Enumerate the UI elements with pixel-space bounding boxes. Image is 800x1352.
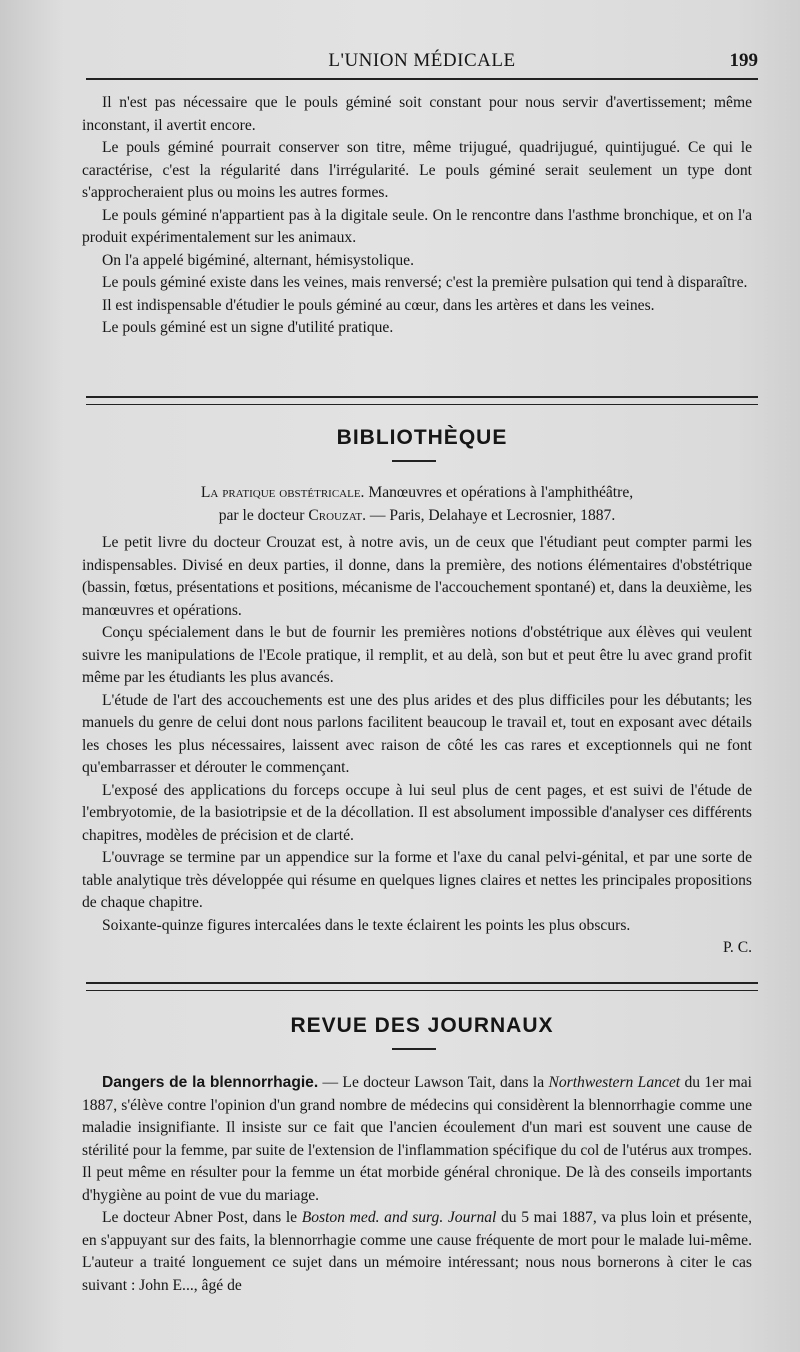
running-title: L'UNION MÉDICALE	[328, 50, 516, 71]
paragraph: Il est indispensable d'étudier le pouls géminé au cœur, dans les artères et dans les veines.	[102, 296, 655, 314]
paragraph	[82, 1072, 752, 1207]
section-divider	[86, 396, 758, 405]
book-review	[82, 532, 752, 960]
review-signature: P. C.	[722, 939, 752, 956]
text-run: Le docteur Abner Post, dans le	[102, 1209, 302, 1226]
author-prefix: par le docteur	[218, 506, 309, 524]
revue-heading: REVUE DES JOURNAUX	[290, 1014, 554, 1037]
intro-text	[82, 92, 752, 340]
journal-name: Boston med. and surg. Journal	[301, 1209, 497, 1226]
paragraph: Le petit livre du docteur Crouzat est, à notre avis, un de ceux que l'étudiant peut compter parmi les indispensables. Divisé en deux parties, il donne, dans la première, des notions élémentaires d'obstétrique (bassin, fœtus, présentations et positions, mécanisme de l'accouchement spontané) et, dans la deuxième, les manœuvres et opérations.	[82, 534, 752, 619]
paragraph: L'ouvrage se termine par un appendice sur la forme et l'axe du canal pelvi-génital, et par une sorte de table analytique très développée qui résume en quelques lignes claires et nettes les principales propositions de chaque chapitre.	[82, 849, 752, 911]
book-publisher: — Paris, Delahaye et Lecrosnier, 1887.	[366, 506, 616, 524]
heading-underline	[392, 460, 436, 462]
section-divider	[86, 982, 758, 991]
journal-name: Northwestern Lancet	[548, 1074, 681, 1091]
paragraph: On l'a appelé bigéminé, alternant, hémisystolique.	[102, 251, 414, 269]
paragraph	[82, 1207, 752, 1297]
book-author: Crouzat.	[308, 506, 367, 524]
paragraph: Conçu spécialement dans le but de fournir les premières notions d'obstétrique aux élèves qui veulent suivre les manipulations de l'Ecole pratique, il remplit, et au delà, son but et peut être lu avec grand profit même par les étudiants les plus avancés.	[82, 624, 752, 686]
book-title: La pratique obstétricale.	[200, 484, 365, 501]
header-rule	[86, 78, 758, 80]
text-run: — Le docteur Lawson Tait, dans la	[318, 1074, 549, 1091]
article-title: Dangers de la blennorrhagie.	[102, 1074, 319, 1091]
paragraph: Il n'est pas nécessaire que le pouls géminé soit constant pour nous servir d'avertissement; même inconstant, il avertit encore.	[82, 94, 752, 134]
text-run: du 5 mai 1887, va plus loin et présente, en s'appuyant sur des faits, la blennorrhagie comme une cause fréquente de mort pour le malade lui-même. L'auteur a traité longuement ce sujet dans un mémoire intéressant; nous nous bornerons à citer le cas suivant : John E..., âgé de	[82, 1209, 752, 1294]
paragraph: L'exposé des applications du forceps occupe à lui seul plus de cent pages, et est suivi de l'étude de l'embryotomie, de la basiotripsie et de la décollation. Il est absolument impossible d'analyser ces différents chapitres, modèles de précision et de clarté.	[82, 781, 752, 844]
journal-review	[82, 1072, 752, 1297]
page-header	[86, 50, 758, 76]
book-reference	[82, 482, 752, 527]
book-subtitle: Manœuvres et opérations à l'amphithéâtre,	[364, 484, 634, 501]
paragraph: L'étude de l'art des accouchements est une des plus arides et des plus difficiles pour les débutants; les manuels du genre de celui dont nous parlons facilitent beaucoup le travail et, tout en exposant avec détails les choses les plus nécessaires, laissent avec raison de côté les cas rares et exceptionnels qui ne font qu'embarrasser et dérouter le commençant.	[82, 691, 752, 776]
paragraph: Le pouls géminé existe dans les veines, mais renversé; c'est la première pulsation qui tend à disparaître.	[102, 274, 748, 291]
book-reference-line-2	[82, 505, 752, 528]
bibliotheque-heading: BIBLIOTHÈQUE	[336, 426, 508, 449]
paragraph: Le pouls géminé est un signe d'utilité pratique.	[102, 319, 394, 336]
page-number: 199	[729, 50, 758, 71]
paragraph: Soixante-quinze figures intercalées dans le texte éclairent les points les plus obscurs.	[102, 916, 631, 934]
book-reference-line-1	[82, 482, 752, 505]
text-run: du 1er mai 1887, s'élève contre l'opinion d'un grand nombre de médecins qui considèrent la blennorrhagie comme une maladie insignifiante. Il insiste sur ce fait que l'ancien écoulement d'un mari est souvent une cause de stérilité pour la femme, par suite de l'extension de l'inflammation spécifique du col de l'utérus aux trompes. Il peut même en résulter pour la femme un état morbide général chronique. De là des conseils importants d'hygiène au point de vue du mariage.	[82, 1074, 752, 1204]
paragraph: Le pouls géminé n'appartient pas à la digitale seule. On le rencontre dans l'asthme bronchique, et on l'a produit expérimentalement sur les animaux.	[82, 206, 752, 246]
heading-underline	[392, 1048, 436, 1050]
paragraph: Le pouls géminé pourrait conserver son titre, même trijugué, quadrijugué, quintijugué. Ce qui le caractérise, c'est la régularité dans l'irrégularité. Le pouls géminé serait seulement un type dont s'approcheraient plus ou moins les autres formes.	[82, 139, 752, 201]
